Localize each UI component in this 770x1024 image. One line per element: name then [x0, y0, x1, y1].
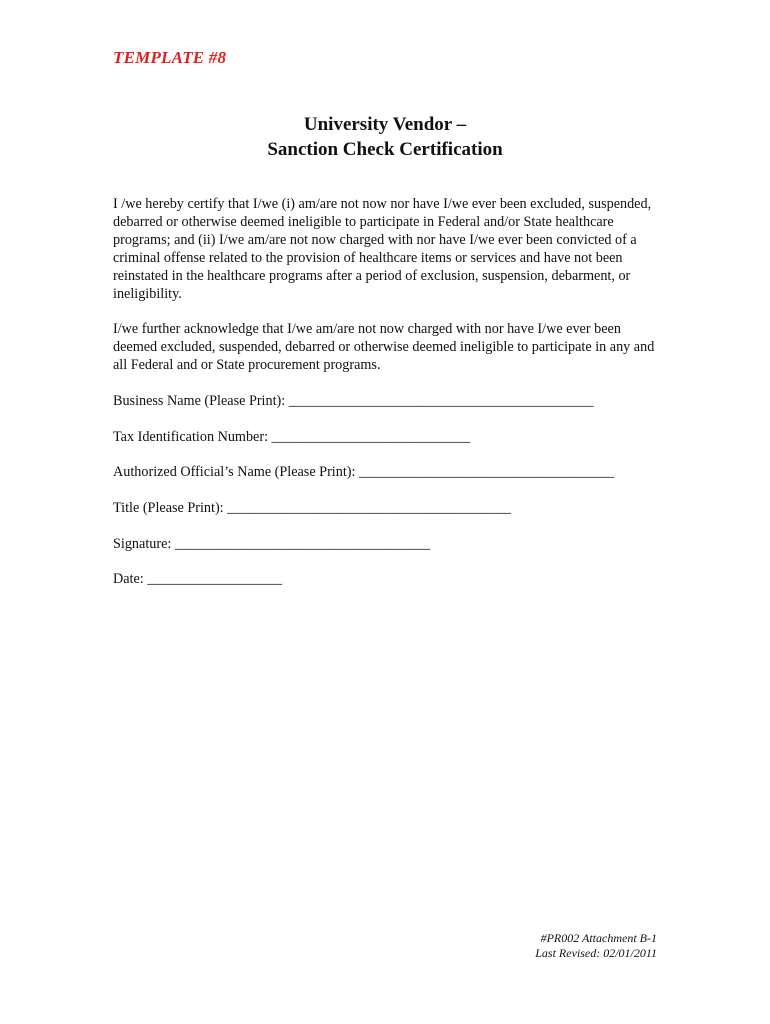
template-label: TEMPLATE #8: [113, 48, 227, 67]
footer: [535, 931, 657, 961]
tax-id-field[interactable]: Tax Identification Number: ____________________________: [113, 429, 471, 445]
title-field[interactable]: Title (Please Print): ________________________________________: [113, 500, 511, 516]
acknowledgement-paragraph: I/we further acknowledge that I/we am/are not now charged with nor have I/we ever been deemed excluded, suspended, debarred or otherwise deemed ineligible to participate in any and all Federal and or State procurement programs.: [113, 321, 655, 373]
title-line-1: University Vendor –: [303, 114, 467, 135]
authorized-official-field[interactable]: Authorized Official’s Name (Please Print): ____________________________________: [113, 464, 615, 480]
footer-revised: Last Revised: 02/01/2011: [535, 946, 657, 960]
business-name-field[interactable]: Business Name (Please Print): ___________________________________________: [113, 393, 594, 409]
signature-field[interactable]: Signature: ____________________________________: [113, 536, 431, 552]
document-title: [0, 112, 770, 162]
title-line-2: Sanction Check Certification: [267, 139, 503, 160]
footer-attachment: #PR002 Attachment B-1: [540, 931, 657, 945]
certification-paragraph: I /we hereby certify that I/we (i) am/are not now nor have I/we ever been excluded, suspended, debarred or otherwise deemed ineligible to participate in Federal and/or State healthcare programs; and (ii) I/we am/are not now charged with nor have I/we ever been convicted of a criminal offense related to the provision of healthcare items or services and have not been reinstated in the healthcare programs after a period of exclusion, suspension, debarment, or ineligibility.: [113, 196, 652, 302]
date-field[interactable]: Date: ___________________: [113, 571, 283, 587]
